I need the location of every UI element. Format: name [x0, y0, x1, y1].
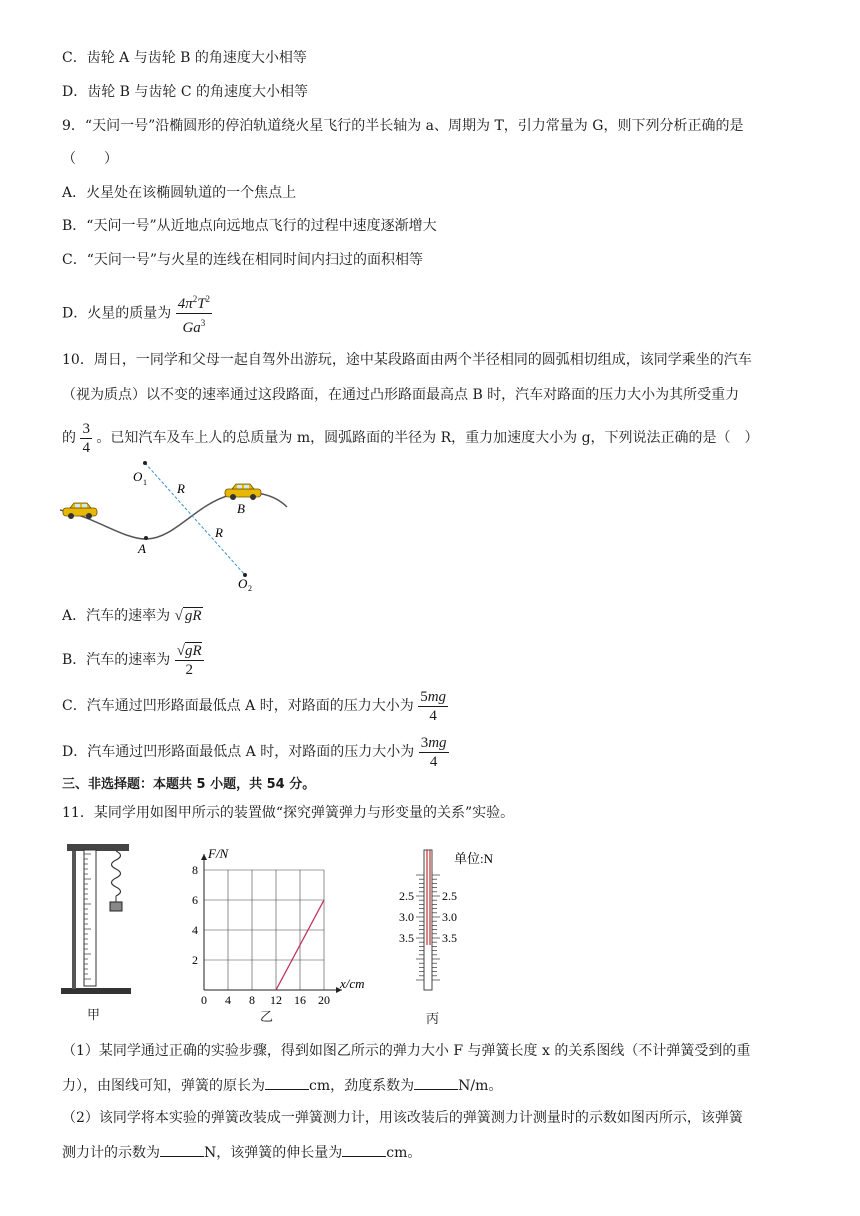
scale-label-left: 3.0	[399, 910, 414, 924]
road-diagram	[55, 455, 295, 595]
q11-part1-line2	[62, 1075, 502, 1096]
x-tick-label: 0	[201, 993, 207, 1007]
q11-p2-text-b: N，该弹簧的伸长量为	[204, 1145, 343, 1161]
y-tick-label: 4	[192, 923, 198, 937]
x-tick-label: 20	[318, 993, 330, 1007]
label-r-upper: R	[177, 481, 185, 496]
label-o1: O	[133, 469, 143, 484]
label-r-lower: R	[215, 525, 223, 540]
x-tick-label: 4	[225, 993, 231, 1007]
q11-p2-text-c: cm。	[386, 1145, 422, 1161]
q10-line3-suffix: 。已知汽车及车上人的总质量为 m，圆弧路面的半径为 R，重力加速度大小为 g，下列说法正确的是（ ）	[96, 430, 759, 446]
q11-p1-text-c: N/m。	[458, 1078, 503, 1094]
stand-base	[61, 988, 131, 994]
y-axis-label: F/N	[208, 846, 229, 861]
scale-label-left: 2.5	[399, 889, 414, 903]
q10-stem-line3	[62, 418, 759, 458]
fig-jia-caption: 甲	[87, 1008, 101, 1023]
point-a-dot	[144, 536, 148, 540]
stand-pole	[72, 846, 76, 989]
q8-option-c: C．齿轮 A 与齿轮 B 的角速度大小相等	[62, 50, 307, 66]
car-icon-right	[225, 484, 261, 500]
x-tick-label: 12	[270, 993, 282, 1007]
scale-body	[424, 850, 432, 990]
q10-line3-prefix: 的	[62, 430, 76, 446]
sqrt-gr-over-2: $\frac{√gR}{2}$	[176, 642, 202, 678]
mars-mass-fraction: $\frac{4\pi^2T^2}{Ga^3}$	[176, 290, 212, 337]
ruler	[84, 850, 96, 986]
q9-option-a: A．火星处在该椭圆轨道的一个焦点上	[62, 185, 297, 201]
q10-option-d	[62, 732, 449, 772]
q10-option-d-label: D．汽车通过凹形路面最低点 A 时，对路面的压力大小为	[62, 744, 415, 760]
fig-yi-caption: 乙	[260, 1010, 274, 1025]
y-tick-label: 6	[192, 893, 198, 907]
scale-label-right: 3.0	[442, 910, 457, 924]
answer-blank-length[interactable]	[265, 1075, 309, 1090]
three-quarters-fraction: $\frac{3}{4}$	[82, 420, 90, 456]
five-mg-over-4: $\frac{5mg}{4}$	[420, 688, 447, 724]
radius-line	[145, 463, 245, 575]
q9-option-d	[62, 290, 212, 337]
three-mg-over-4: $\frac{3mg}{4}$	[420, 734, 447, 770]
q11-stem: 11．某同学用如图甲所示的装置做“探究弹簧弹力与形变量的关系”实验。	[62, 805, 515, 821]
answer-blank-reading[interactable]	[160, 1142, 204, 1157]
spring-icon	[112, 851, 121, 896]
y-tick-label: 8	[192, 863, 198, 877]
fig-bing-caption: 丙	[426, 1012, 440, 1027]
fx-graph	[180, 840, 370, 1010]
q10-option-b	[62, 640, 204, 680]
section-heading: 三、非选择题：本题共 5 小题，共 54 分。	[62, 777, 316, 792]
y-axis-arrow	[201, 854, 207, 860]
q10-stem-line1: 10．周日，一同学和父母一起自驾外出游玩，途中某段路面由两个半径相同的圆弧相切组成，该同学乘坐的汽车	[62, 352, 752, 368]
label-a: A	[138, 541, 146, 556]
q9-option-d-label: D．火星的质量为	[62, 305, 172, 322]
x-tick-label: 16	[294, 993, 306, 1007]
q10-stem-line2: （视为质点）以不变的速率通过这段路面，在通过凸形路面最高点 B 时，汽车对路面的压力大小为其所受重力	[62, 387, 740, 403]
answer-blank-extension[interactable]	[342, 1142, 386, 1157]
label-o1-sub: 1	[143, 478, 147, 487]
center-o1-dot	[143, 461, 147, 465]
q10-option-c-label: C．汽车通过凹形路面最低点 A 时，对路面的压力大小为	[62, 698, 414, 714]
scale-label-right: 2.5	[442, 889, 457, 903]
q9-option-c: C．“天问一号”与火星的连线在相同时间内扫过的面积相等	[62, 252, 424, 268]
scale-label-right: 3.5	[442, 931, 457, 945]
q11-p2-text-a: 测力计的示数为	[62, 1145, 160, 1161]
q11-p1-text-b: cm，劲度系数为	[309, 1078, 415, 1094]
label-o2: O	[238, 576, 248, 591]
sqrt-gr: √ gR	[174, 608, 202, 624]
q9-answer-paren: （ ）	[62, 151, 118, 167]
label-o2-sub: 2	[248, 584, 252, 593]
q11-p1-text-a: 力），由图线可知，弹簧的原长为	[62, 1078, 265, 1094]
answer-blank-stiffness[interactable]	[414, 1075, 458, 1090]
q10-option-a-label: A．汽车的速率为	[62, 608, 171, 624]
spring-scale-figure	[390, 845, 530, 995]
q11-part1-line1: （1）某同学通过正确的实验步骤，得到如图乙所示的弹力大小 F 与弹簧长度 x 的关系图线（不计弹簧受到的重	[62, 1043, 751, 1059]
apparatus-figure	[58, 840, 138, 1000]
q11-part2-line2	[62, 1142, 421, 1163]
weight-block	[110, 902, 122, 911]
x-tick-label: 8	[249, 993, 255, 1007]
q10-option-c	[62, 686, 448, 726]
q11-part2-line1: （2）该同学将本实验的弹簧改装成一弹簧测力计，用该改装后的弹簧测力计测量时的示数如图丙所示，该弹簧	[62, 1110, 743, 1126]
q9-option-b: B．“天问一号”从近地点向远地点飞行的过程中速度逐渐增大	[62, 218, 437, 234]
q9-stem: 9．“天问一号”沿椭圆形的停泊轨道绕火星飞行的半长轴为 a、周期为 T，引力常量为 G，则下列分析正确的是	[62, 118, 744, 134]
q8-option-d: D．齿轮 B 与齿轮 C 的角速度大小相等	[62, 84, 309, 100]
scale-label-left: 3.5	[399, 931, 414, 945]
y-tick-label: 2	[192, 953, 198, 967]
scale-unit-label: 单位:N	[454, 851, 494, 866]
label-b: B	[237, 501, 245, 516]
x-axis-label: x/cm	[340, 976, 365, 991]
q10-option-b-label: B．汽车的速率为	[62, 652, 171, 668]
stand-arm	[67, 844, 129, 851]
q10-option-a	[62, 606, 203, 626]
